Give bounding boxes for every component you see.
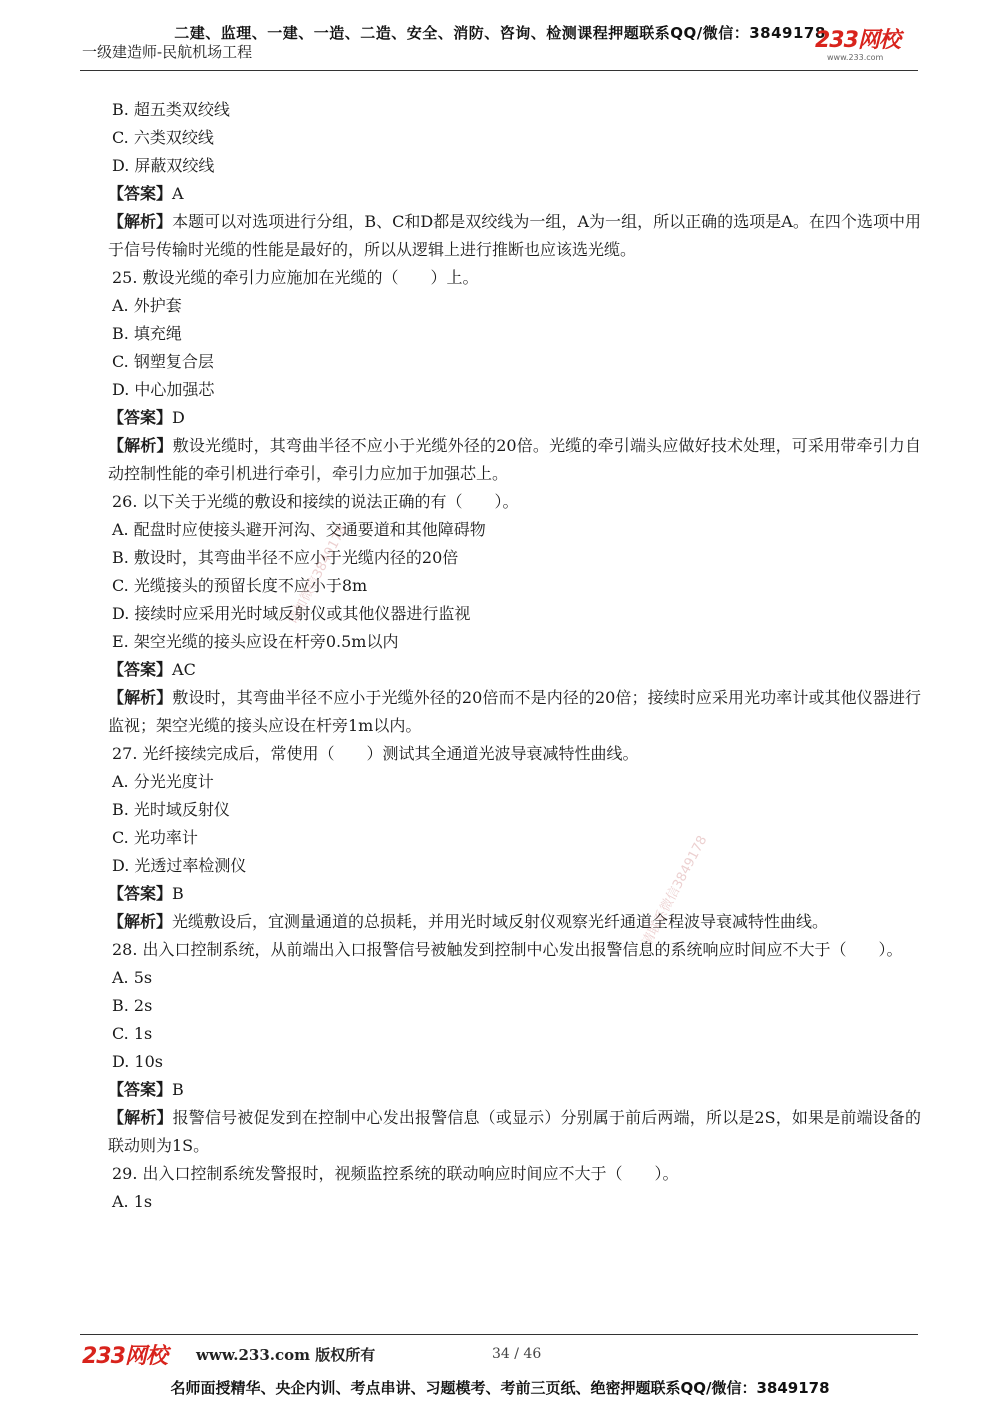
line-text: A. 外护套 — [112, 296, 182, 315]
answer-line — [76, 656, 921, 684]
label-tag: 【解析】 — [108, 212, 173, 231]
label-tag: 【答案】 — [108, 1080, 173, 1099]
label-tag: 【解析】 — [108, 1108, 173, 1127]
label-tag: 【答案】 — [108, 184, 173, 203]
explanation-paragraph — [76, 208, 921, 264]
option-line — [76, 348, 921, 376]
line-text: 29. 出入口控制系统发警报时，视频监控系统的联动响应时间应不大于（ ）。 — [112, 1164, 679, 1183]
line-text: A. 分光光度计 — [112, 772, 214, 791]
line-text: C. 1s — [112, 1024, 153, 1043]
option-line — [76, 152, 921, 180]
line-text: B. 光时域反射仪 — [112, 800, 230, 819]
line-text: B. 敷设时，其弯曲半径不应小于光缆内径的20倍 — [112, 548, 459, 567]
line-text: 本题可以对选项进行分组，B、C和D都是双绞线为一组，A为一组，所以正确的选项是A。在四个选项中用于信号传输时光缆的性能是最好的，所以从逻辑上进行推断也应该选光缆。 — [108, 212, 921, 259]
line-text: 25. 敷设光缆的牵引力应施加在光缆的（ ）上。 — [112, 268, 479, 287]
question-line — [76, 264, 921, 292]
line-text: 27. 光纤接续完成后，常使用（ ）测试其全通道光波导衰减特性曲线。 — [112, 744, 639, 763]
option-line — [76, 516, 921, 544]
label-tag: 【答案】 — [108, 884, 173, 903]
line-text: A. 5s — [112, 968, 153, 987]
label-tag: 【解析】 — [108, 436, 173, 455]
bottom-banner: 名师面授精华、央企内训、考点串讲、习题模考、考前三页纸、绝密押题联系QQ/微信：3849178 — [170, 1379, 830, 1397]
line-text: AC — [172, 660, 196, 679]
option-line — [76, 1188, 921, 1216]
line-text: D. 10s — [112, 1052, 163, 1071]
option-line — [76, 572, 921, 600]
line-text: 敷设光缆时，其弯曲半径不应小于光缆外径的20倍。光缆的牵引端头应做好技术处理，可采用带牵引力自动控制性能的牵引机进行牵引，牵引力应加于加强芯上。 — [108, 436, 921, 483]
line-text: D. 接续时应采用光时域反射仪或其他仪器进行监视 — [112, 604, 471, 623]
option-line — [76, 292, 921, 320]
label-tag: 【答案】 — [108, 408, 173, 427]
answer-line — [76, 1076, 921, 1104]
line-text: A — [172, 184, 184, 203]
header-divider — [80, 70, 918, 71]
option-line — [76, 376, 921, 404]
label-tag: 【解析】 — [108, 688, 173, 707]
line-text: B. 2s — [112, 996, 153, 1015]
option-line — [76, 96, 921, 124]
line-text: C. 钢塑复合层 — [112, 352, 214, 371]
line-text: D. 屏蔽双绞线 — [112, 156, 215, 175]
question-line — [76, 488, 921, 516]
answer-line — [76, 180, 921, 208]
line-text: 光缆敷设后，宜测量通道的总损耗，并用光时域反射仪观察光纤通道全程波导衰减特性曲线。 — [172, 912, 829, 931]
line-text: E. 架空光缆的接头应设在杆旁0.5m以内 — [112, 632, 399, 651]
option-line — [76, 600, 921, 628]
question-line — [76, 1160, 921, 1188]
page-number: 34 / 46 — [492, 1346, 542, 1362]
line-text: B — [172, 884, 184, 903]
label-tag: 【答案】 — [108, 660, 173, 679]
line-text: C. 六类双绞线 — [112, 128, 214, 147]
line-text: C. 光缆接头的预留长度不应小于8m — [112, 576, 368, 595]
option-line — [76, 992, 921, 1020]
question-line — [76, 936, 921, 964]
explanation-paragraph — [76, 432, 921, 488]
option-line — [76, 964, 921, 992]
explanation-paragraph — [76, 684, 921, 740]
option-line — [76, 768, 921, 796]
line-text: D. 中心加强芯 — [112, 380, 215, 399]
line-text: A. 1s — [112, 1192, 153, 1211]
document-subtitle: 一级建造师-民航机场工程 — [82, 43, 253, 61]
top-banner: 二建、监理、一建、一造、二造、安全、消防、咨询、检测课程押题联系QQ/微信：3849178 — [174, 24, 826, 42]
line-text: 报警信号被促发到在控制中心发出报警信息（或显示）分别属于前后两端，所以是2S，如果是前端设备的联动则为1S。 — [108, 1108, 921, 1155]
footer-logo[interactable]: 233网校 — [82, 1344, 167, 1369]
option-line — [76, 796, 921, 824]
logo-url: www.233.com — [827, 53, 884, 62]
option-line — [76, 320, 921, 348]
line-text: 敷设时，其弯曲半径不应小于光缆外径的20倍而不是内径的20倍；接续时应采用光功率计或其他仪器进行监视；架空光缆的接头应设在杆旁1m以内。 — [108, 688, 921, 735]
answer-line — [76, 404, 921, 432]
line-text: C. 光功率计 — [112, 828, 198, 847]
option-line — [76, 852, 921, 880]
option-line — [76, 544, 921, 572]
watermark: 请加微信3849178 — [285, 522, 351, 627]
footer-copyright: www.233.com 版权所有 — [196, 1346, 376, 1364]
question-line — [76, 740, 921, 768]
option-line — [76, 824, 921, 852]
explanation-paragraph — [76, 908, 921, 936]
line-text: D — [172, 408, 185, 427]
line-text: A. 配盘时应使接头避开河沟、交通要道和其他障碍物 — [112, 520, 486, 539]
document-body — [76, 96, 921, 1216]
option-line — [76, 124, 921, 152]
option-line — [76, 1020, 921, 1048]
line-text: 28. 出入口控制系统，从前端出入口报警信号被触发到控制中心发出报警信息的系统响应时间应不大于（ ）。 — [112, 940, 903, 959]
label-tag: 【解析】 — [108, 912, 173, 931]
line-text: D. 光透过率检测仪 — [112, 856, 247, 875]
explanation-paragraph — [76, 1104, 921, 1160]
line-text: B — [172, 1080, 184, 1099]
line-text: 26. 以下关于光缆的敷设和接续的说法正确的有（ ）。 — [112, 492, 519, 511]
option-line — [76, 1048, 921, 1076]
line-text: B. 填充绳 — [112, 324, 182, 343]
brand-logo[interactable] — [815, 30, 920, 64]
logo-text: 233网校 — [815, 28, 900, 53]
answer-line — [76, 880, 921, 908]
footer-divider — [80, 1334, 918, 1335]
line-text: B. 超五类双绞线 — [112, 100, 230, 119]
watermark: 请联系微信3849178 — [639, 833, 711, 949]
option-line — [76, 628, 921, 656]
